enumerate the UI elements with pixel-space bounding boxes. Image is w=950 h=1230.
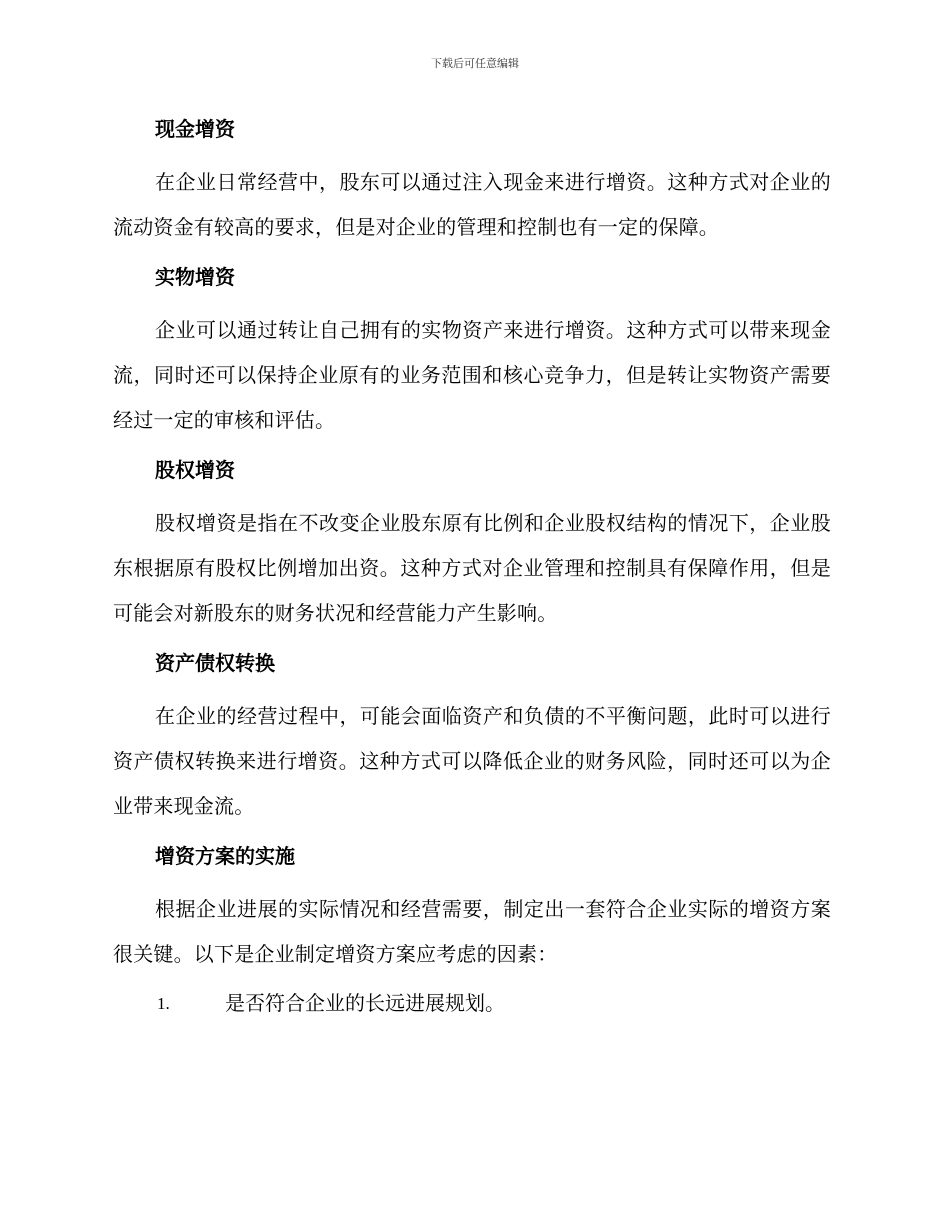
- list-item: [113, 981, 831, 1026]
- section-heading-equity: 股权增资: [155, 458, 235, 482]
- list-item-number: 1.: [157, 994, 170, 1013]
- section-paragraph-equity: 股权增资是指在不改变企业股东原有比例和企业股权结构的情况下，企业股东根据原有股权比例增加出资。这种方式对企业管理和控制具有保障作用，但是可能会对新股东的财务状况和经营能力产生影响。: [113, 511, 831, 625]
- page-header: 下载后可任意编辑: [431, 57, 519, 70]
- section-paragraph-physical: 企业可以通过转让自己拥有的实物资产来进行增资。这种方式可以带来现金流，同时还可以保持企业原有的业务范围和核心竞争力，但是转让实物资产需要经过一定的审核和评估。: [113, 318, 831, 432]
- section-paragraph-implementation: 根据企业进展的实际情况和经营需要，制定出一套符合企业实际的增资方案很关键。以下是企业制定增资方案应考虑的因素：: [113, 897, 831, 966]
- section-paragraph-debt-conversion: 在企业的经营过程中，可能会面临资产和负债的不平衡问题，此时可以进行资产债权转换来进行增资。这种方式可以降低企业的财务风险，同时还可以为企业带来现金流。: [113, 704, 831, 818]
- section-heading-implementation: 增资方案的实施: [155, 844, 295, 868]
- document-body: [113, 112, 831, 1026]
- section-paragraph-cash: 在企业日常经营中，股东可以通过注入现金来进行增资。这种方式对企业的流动资金有较高的要求，但是对企业的管理和控制也有一定的保障。: [113, 170, 831, 239]
- section-heading-debt-conversion: 资产债权转换: [155, 651, 275, 675]
- section-heading-cash: 现金增资: [155, 117, 235, 141]
- list-item-text: 是否符合企业的长远进展规划。: [225, 991, 505, 1015]
- section-heading-physical: 实物增资: [155, 265, 235, 289]
